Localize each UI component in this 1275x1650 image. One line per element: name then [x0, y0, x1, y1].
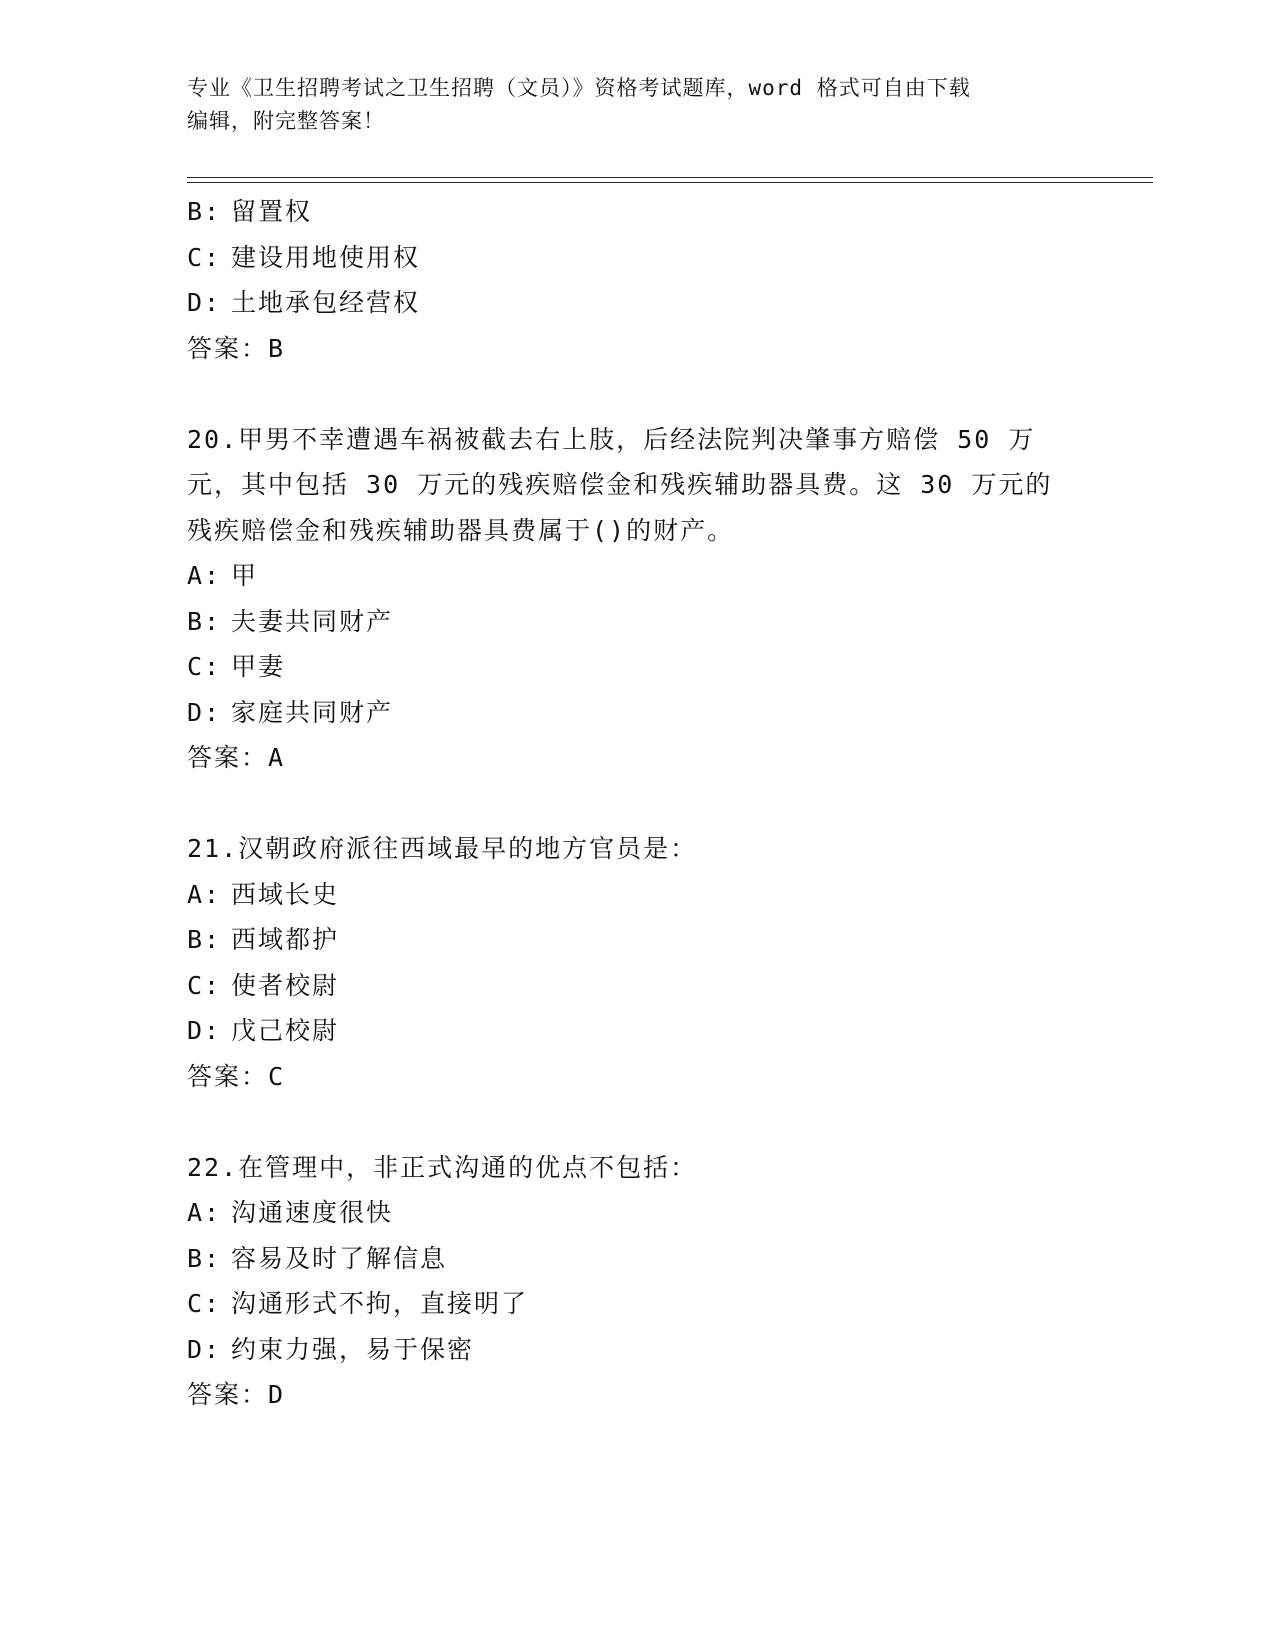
question-block-21	[187, 826, 1067, 1099]
question-line: 残疾赔偿金和残疾辅助器具费属于()的财产。	[187, 515, 735, 545]
option-b	[187, 917, 1067, 963]
option-d	[187, 1008, 1067, 1054]
option-text: 使者校尉	[231, 970, 340, 1000]
option-a	[187, 1190, 1067, 1236]
option-text: 约束力强，易于保密	[231, 1334, 475, 1364]
spacer	[187, 1099, 1067, 1145]
question-line: 元，其中包括 30 万元的残疾赔偿金和残疾辅助器具费。这 30 万元的	[187, 470, 1053, 499]
option-letter: B:	[187, 606, 222, 636]
question-line: 21.汉朝政府派往西域最早的地方官员是：	[187, 834, 698, 863]
option-d	[187, 690, 1067, 736]
question-stem	[187, 826, 1067, 872]
spacer	[187, 371, 1067, 417]
header-divider-bottom	[187, 182, 1153, 183]
option-letter: D:	[187, 288, 222, 317]
answer-value: B	[268, 333, 286, 363]
option-text: 甲妻	[231, 652, 286, 681]
option-letter: A:	[187, 879, 222, 909]
option-a	[187, 872, 1067, 918]
answer-label: 答案：	[187, 743, 269, 772]
option-d	[187, 1327, 1067, 1373]
header-line-2: 编辑，附完整答案！	[187, 109, 385, 133]
option-text: 夫妻共同财产	[231, 606, 394, 636]
option-letter: D:	[187, 697, 222, 727]
answer-line	[187, 1372, 1067, 1418]
option-text: 建设用地使用权	[231, 242, 421, 272]
question-block-20	[187, 417, 1067, 781]
option-text: 留置权	[231, 197, 313, 226]
option-letter: C:	[187, 652, 222, 681]
answer-value: C	[268, 1061, 286, 1091]
question-list	[187, 189, 1067, 1418]
option-text: 西域都护	[231, 925, 340, 954]
question-line: 22.在管理中，非正式沟通的优点不包括：	[187, 1152, 698, 1182]
question-stem	[187, 417, 1067, 554]
answer-label: 答案：	[187, 1061, 269, 1091]
option-c	[187, 235, 1067, 281]
document-header	[187, 72, 1087, 138]
option-text: 沟通形式不拘，直接明了	[231, 1289, 529, 1318]
option-a	[187, 553, 1067, 599]
answer-label: 答案：	[187, 1380, 269, 1409]
option-letter: D:	[187, 1016, 222, 1045]
answer-line	[187, 326, 1067, 372]
answer-line	[187, 1054, 1067, 1100]
option-text: 甲	[231, 561, 259, 590]
answer-label: 答案：	[187, 333, 269, 363]
question-stem	[187, 1145, 1067, 1191]
option-letter: C:	[187, 970, 222, 1000]
option-d	[187, 280, 1067, 326]
option-letter: B:	[187, 197, 222, 226]
answer-line	[187, 735, 1067, 781]
option-letter: C:	[187, 242, 222, 272]
option-b	[187, 599, 1067, 645]
option-c	[187, 963, 1067, 1009]
option-c	[187, 644, 1067, 690]
option-text: 戊己校尉	[231, 1016, 340, 1045]
option-text: 容易及时了解信息	[231, 1243, 448, 1273]
option-b	[187, 189, 1067, 235]
option-letter: A:	[187, 561, 222, 590]
option-text: 土地承包经营权	[231, 288, 421, 317]
option-c	[187, 1281, 1067, 1327]
prev-question-block	[187, 189, 1067, 371]
option-letter: C:	[187, 1289, 222, 1318]
answer-value: D	[268, 1380, 286, 1409]
option-b	[187, 1236, 1067, 1282]
option-letter: B:	[187, 1243, 222, 1273]
option-letter: D:	[187, 1334, 222, 1364]
header-line-1: 专业《卫生招聘考试之卫生招聘（文员）》资格考试题库，word 格式可自由下载	[187, 76, 971, 100]
spacer	[187, 781, 1067, 827]
question-block-22	[187, 1145, 1067, 1418]
answer-value: A	[268, 743, 286, 772]
option-text: 西域长史	[231, 879, 340, 909]
option-letter: A:	[187, 1198, 222, 1227]
header-divider-top	[187, 177, 1153, 178]
option-text: 沟通速度很快	[231, 1198, 394, 1227]
question-line: 20.甲男不幸遭遇车祸被截去右上肢，后经法院判决肇事方赔偿 50 万	[187, 424, 1036, 454]
option-text: 家庭共同财产	[231, 697, 394, 727]
option-letter: B:	[187, 925, 222, 954]
